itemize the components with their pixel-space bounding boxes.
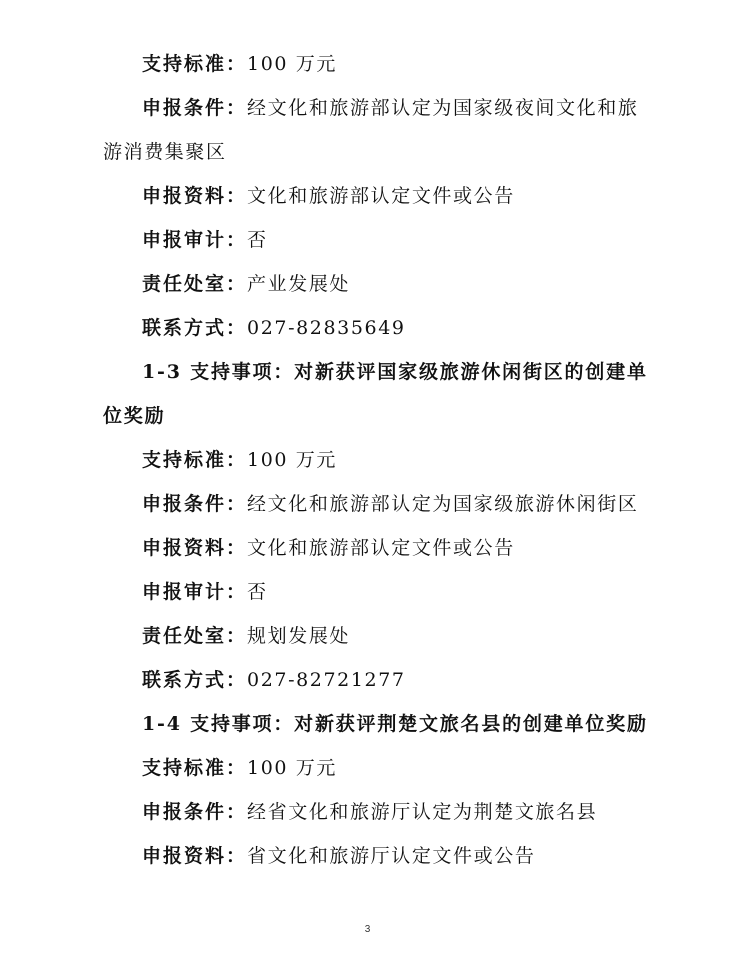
audit-label: 申报审计： bbox=[142, 229, 248, 251]
responsible-office-value: 规划发展处 bbox=[247, 625, 351, 647]
responsible-office-line-2 bbox=[0, 623, 735, 649]
application-materials-value: 文化和旅游部认定文件或公告 bbox=[247, 185, 515, 207]
application-materials-label: 申报资料： bbox=[142, 845, 248, 867]
support-standard-label: 支持标准： bbox=[142, 449, 248, 471]
contact-value: 027-82835649 bbox=[247, 317, 406, 339]
application-condition-value: 经省文化和旅游厅认定为荆楚文旅名县 bbox=[247, 801, 598, 823]
audit-value: 否 bbox=[247, 229, 268, 251]
application-condition-label: 申报条件： bbox=[142, 493, 248, 515]
page-number: 3 bbox=[364, 924, 371, 935]
support-standard-line-3 bbox=[0, 755, 735, 781]
responsible-office-label: 责任处室： bbox=[142, 273, 248, 295]
audit-value: 否 bbox=[247, 581, 268, 603]
support-standard-value: 100 万元 bbox=[247, 449, 337, 471]
support-standard-value: 100 万元 bbox=[247, 757, 337, 779]
application-condition-continuation bbox=[0, 139, 735, 165]
audit-label: 申报审计： bbox=[142, 581, 248, 603]
audit-line-2 bbox=[0, 579, 735, 605]
application-materials-label: 申报资料： bbox=[142, 185, 248, 207]
section-1-3-heading-text-continued: 位奖励 bbox=[103, 405, 166, 427]
application-condition-value-continued: 游消费集聚区 bbox=[103, 141, 227, 163]
section-1-3-heading-continuation bbox=[0, 403, 735, 429]
audit-line-1 bbox=[0, 227, 735, 253]
responsible-office-label: 责任处室： bbox=[142, 625, 248, 647]
section-1-4-heading-text: 1-4 支持事项：对新获评荆楚文旅名县的创建单位奖励 bbox=[142, 713, 648, 735]
responsible-office-value: 产业发展处 bbox=[247, 273, 351, 295]
support-standard-line-2 bbox=[0, 447, 735, 473]
application-materials-label: 申报资料： bbox=[142, 537, 248, 559]
application-condition-value: 经文化和旅游部认定为国家级夜间文化和旅 bbox=[247, 97, 639, 119]
section-1-3-heading-text: 1-3 支持事项：对新获评国家级旅游休闲街区的创建单 bbox=[142, 361, 648, 383]
contact-label: 联系方式： bbox=[142, 669, 248, 691]
section-1-4-heading bbox=[0, 711, 735, 737]
contact-line-2 bbox=[0, 667, 735, 693]
application-materials-value: 省文化和旅游厅认定文件或公告 bbox=[247, 845, 536, 867]
contact-label: 联系方式： bbox=[142, 317, 248, 339]
application-condition-value: 经文化和旅游部认定为国家级旅游休闲街区 bbox=[247, 493, 639, 515]
application-condition-label: 申报条件： bbox=[142, 801, 248, 823]
application-condition-line-1 bbox=[0, 95, 735, 121]
application-condition-line-3 bbox=[0, 799, 735, 825]
section-1-3-heading bbox=[0, 359, 735, 385]
support-standard-label: 支持标准： bbox=[142, 757, 248, 779]
application-materials-line-2 bbox=[0, 535, 735, 561]
support-standard-label: 支持标准： bbox=[142, 53, 248, 75]
application-condition-label: 申报条件： bbox=[142, 97, 248, 119]
application-materials-line-3 bbox=[0, 843, 735, 869]
support-standard-line-1 bbox=[0, 51, 735, 77]
responsible-office-line-1 bbox=[0, 271, 735, 297]
support-standard-value: 100 万元 bbox=[247, 53, 337, 75]
application-condition-line-2 bbox=[0, 491, 735, 517]
contact-value: 027-82721277 bbox=[247, 669, 406, 691]
application-materials-value: 文化和旅游部认定文件或公告 bbox=[247, 537, 515, 559]
contact-line-1 bbox=[0, 315, 735, 341]
application-materials-line-1 bbox=[0, 183, 735, 209]
